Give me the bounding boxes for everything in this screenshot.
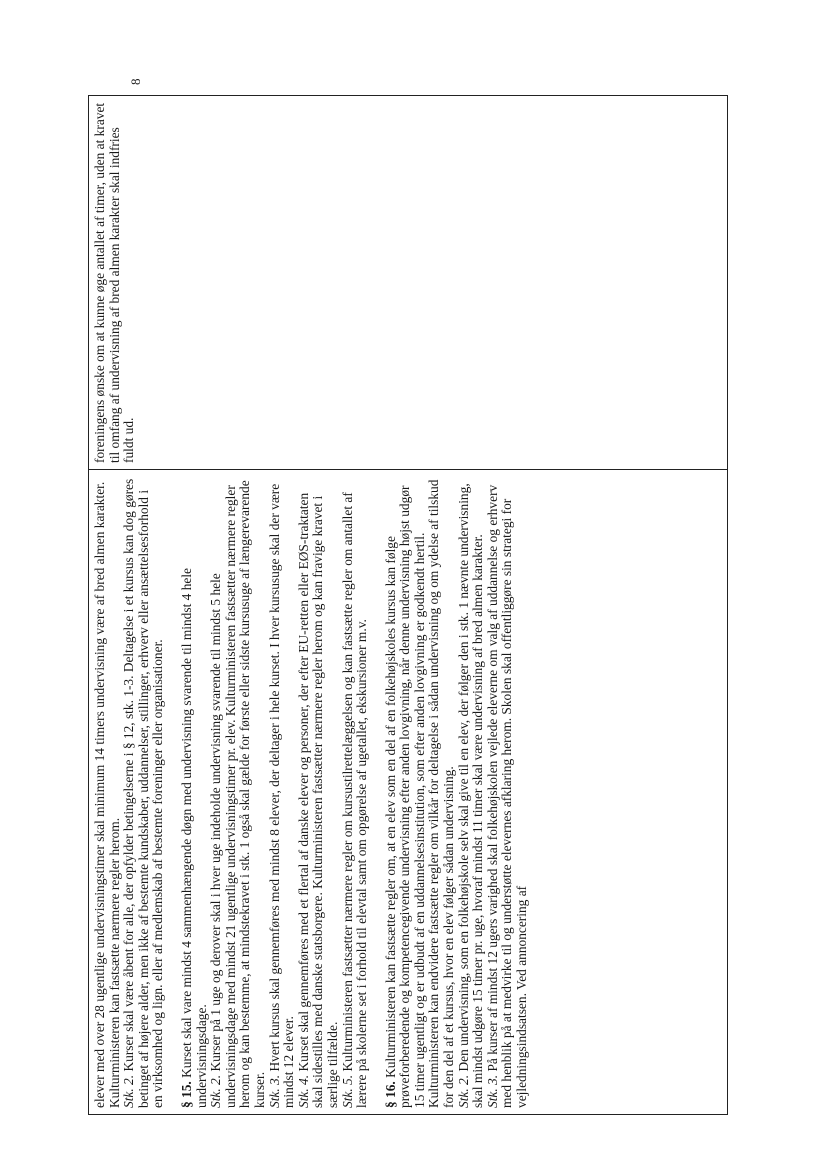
paragraph-gap	[166, 476, 180, 1108]
rotated-table-page	[88, 78, 728, 1115]
law-paragraph: Stk. 2. Den undervisning, som en folkehøjskole selv skal give til en elev, der følger den i stk. 1 nævnte undervisning, skal mindst udgøre 15 timer pr. uge, hvoraf mindst 11 timer skal være undervisning af bred almen karakter.	[455, 483, 486, 1108]
law-paragraph: Stk. 3. På kurser af mindst 12 ugers varighed skal folkehøjskolen vejlede eleverne om valg af uddannelse og erhverv med henblik på at medvirke til og understøtte elevernes afklaring herom. Skolen skal offentliggøre sin strategi for vejledningsindsatsen. Ved annoncering af	[484, 484, 530, 1108]
law-paragraph: Stk. 2. Kurser skal være åbent for alle, der opfylder betingelserne i § 12, stk. 1-3. Deltagelse i et kursus kan dog gøres betinget af højere alder, men ikke af bestemte kundskaber, uddannelser, stillinger, erhverv eller ansættelsesforhold i en virksomhed og lign. eller af medlemskab af bestemte foreninger eller organisationer.	[121, 478, 166, 1108]
law-text-column	[89, 469, 727, 1114]
paragraph-gap	[370, 476, 384, 1108]
page-number: 8	[128, 78, 143, 85]
section-paragraph: § 16. Kulturministeren kan fastsætte regler om, at en elev som en del af en folkehøjskoles kursus kan følge prøveforberedende og kompetencegivende undervisning efter anden lovgivning, når denne undervisning højst udgør 15 timer ugentligt og er udbudt af en uddannelsesinstitution, som efter anden lovgivning er godkendt hertil. Kulturministeren kan endvidere fastsætte regler om vilkår for deltagelse i sådan undervisning og om ydelse af tilskud for den del af et kursus, hvor en elev følger sådan undervisning.	[382, 479, 457, 1108]
comment-paragraph: foreningens ønske om at kunne øge antallet af timer, uden at kravet til omfang af undervisning af bred almen karakter skal indfries fuldt ud.	[92, 102, 137, 463]
law-paragraph: elever med over 28 ugentlige undervisningstimer skal minimum 14 timers undervisning være af bred almen karakter. Kulturministeren kan fastsætte nærmere regler herom.	[92, 481, 122, 1108]
comment-column	[89, 96, 727, 469]
law-paragraph: Stk. 3. Hvert kursus skal gennemføres med mindst 8 elever, der deltager i hele kurset. I hver kursusuge skal der være mindst 12 elever.	[266, 483, 297, 1108]
law-paragraph: Stk. 2. Kurser på 1 uge og derover skal i hver uge indeholde undervisning svarende til mindst 5 hele undervisningsdage med mindst 21 ugentlige undervisningstimer pr. elev. Kulturministeren fastsætter nærmere regler herom og kan bestemme, at mindstekravet i stk. 1 også skal gælde for første eller sidste kursusuge af længerevarende kurser.	[208, 480, 267, 1108]
law-paragraph: Stk. 5. Kulturministeren fastsætter nærmere regler om kursustilrettelæggelsen og kan fastsætte regler om antallet af lærere på skolerne set i forhold til elevtal samt om opgørelse af ugetallet, ekskursioner m.v.	[339, 492, 370, 1108]
section-paragraph: § 15. Kurset skal vare mindst 4 sammenhængende døgn med undervisning svarende til mindst 4 hele undervisningsdage.	[178, 568, 209, 1108]
law-paragraph: Stk. 4. Kurset skal gennemføres med et flertal af danske elever og personer, der efter EU-retten eller EØS-traktaten skal sidestilles med danske statsborgere. Kulturministeren fastsætter nærmere regler herom og kan fravige kravet i særlige tilfælde.	[295, 492, 340, 1108]
comparison-table	[88, 95, 728, 1115]
